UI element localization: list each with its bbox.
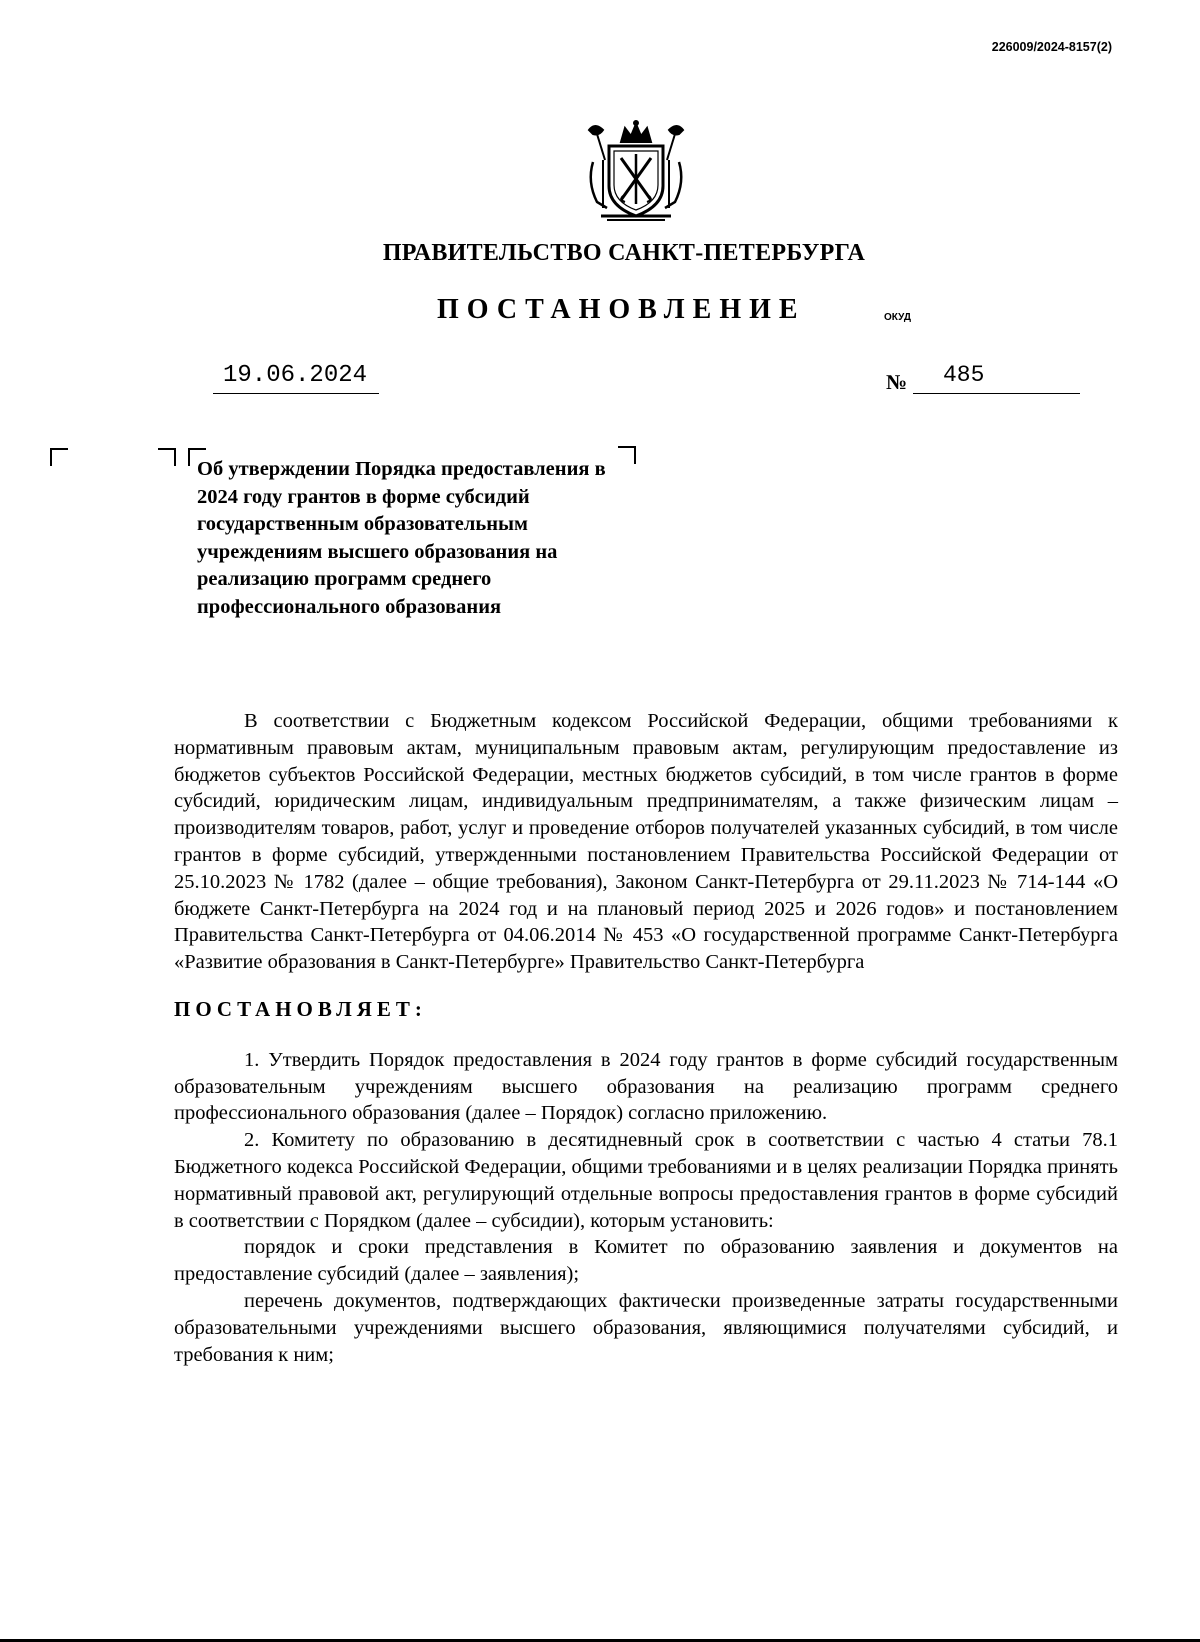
number-label: № (886, 370, 908, 394)
date-field (213, 362, 379, 394)
corner-bracket-icon (158, 448, 176, 466)
document-body (174, 708, 1118, 1368)
okud-label: ОКУД (884, 312, 911, 323)
item-paragraph: порядок и сроки представления в Комитет по образованию заявления и документов на предоставление субсидий (далее – заявления); (174, 1236, 1118, 1286)
document-type: ПОСТАНОВЛЕНИЕ (437, 294, 806, 325)
government-title: ПРАВИТЕЛЬСТВО САНКТ-ПЕТЕРБУРГА (382, 240, 866, 266)
registration-number: 226009/2024-8157(2) (991, 40, 1112, 54)
preamble-paragraph: В соответствии с Бюджетным кодексом Российской Федерации, общими требованиями к нормативным правовым актам, муниципальным правовым актам, регулирующим предоставление из бюджетов субъектов Российской Федерации, местных бюджетов субсидий, в том числе грантов в форме субсидий, юридическим лицам, индивидуальным предпринимателям, а также физическим лицам – производителям товаров, работ, услуг и проведение отборов получателей указанных субсидий, в том числе грантов в форме субсидий, утвержденными постановлением Правительства Российской Федерации от 25.10.2023 № 1782 (далее – общие требования), Законом Санкт-Петербурга от 29.11.2023 № 714-144 «О бюджете Санкт-Петербурга на 2024 год и на плановый период 2025 и 2026 годов» и постановлением Правительства Санкт-Петербурга от 04.06.2014 № 453 «О государственной программе Санкт-Петербурга «Развитие образования в Санкт-Петербурге» Правительство Санкт-Петербурга (174, 710, 1118, 974)
document-date: 19.06.2024 (223, 362, 368, 389)
coat-of-arms-icon (583, 120, 689, 223)
item-paragraph: перечень документов, подтверждающих фактически произведенные затраты государственными образовательными учреждениями высшего образования, являющимися получателями субсидий, и требования к ним; (174, 1289, 1118, 1366)
resolves-heading: ПОСТАНОВЛЯЕТ: (174, 996, 427, 1021)
item-paragraph: 1. Утвердить Порядок предоставления в 2024 году грантов в форме субсидий государственным образовательным учреждениям высшего образования на реализацию программ среднего профессионального образования (далее – Порядок) согласно приложению. (174, 1048, 1118, 1125)
corner-bracket-icon (50, 448, 68, 466)
item-paragraph: 2. Комитету по образованию в десятидневный срок в соответствии с частью 4 статьи 78.1 Бюджетного кодекса Российской Федерации, общими требованиями и в целях реализации Порядка принять нормативный правовой акт, регулирующий отдельные вопросы предоставления грантов в форме субсидий в соответствии с Порядком (далее – субсидии), которым установить: (174, 1129, 1118, 1232)
document-number: 485 (943, 362, 985, 388)
document-subject: Об утверждении Порядка предоставления в 2024 году грантов в форме субсидий государственным образовательным учреждениям высшего образования на реализацию программ среднего профессионального образования (197, 458, 606, 618)
number-field (913, 362, 1080, 394)
